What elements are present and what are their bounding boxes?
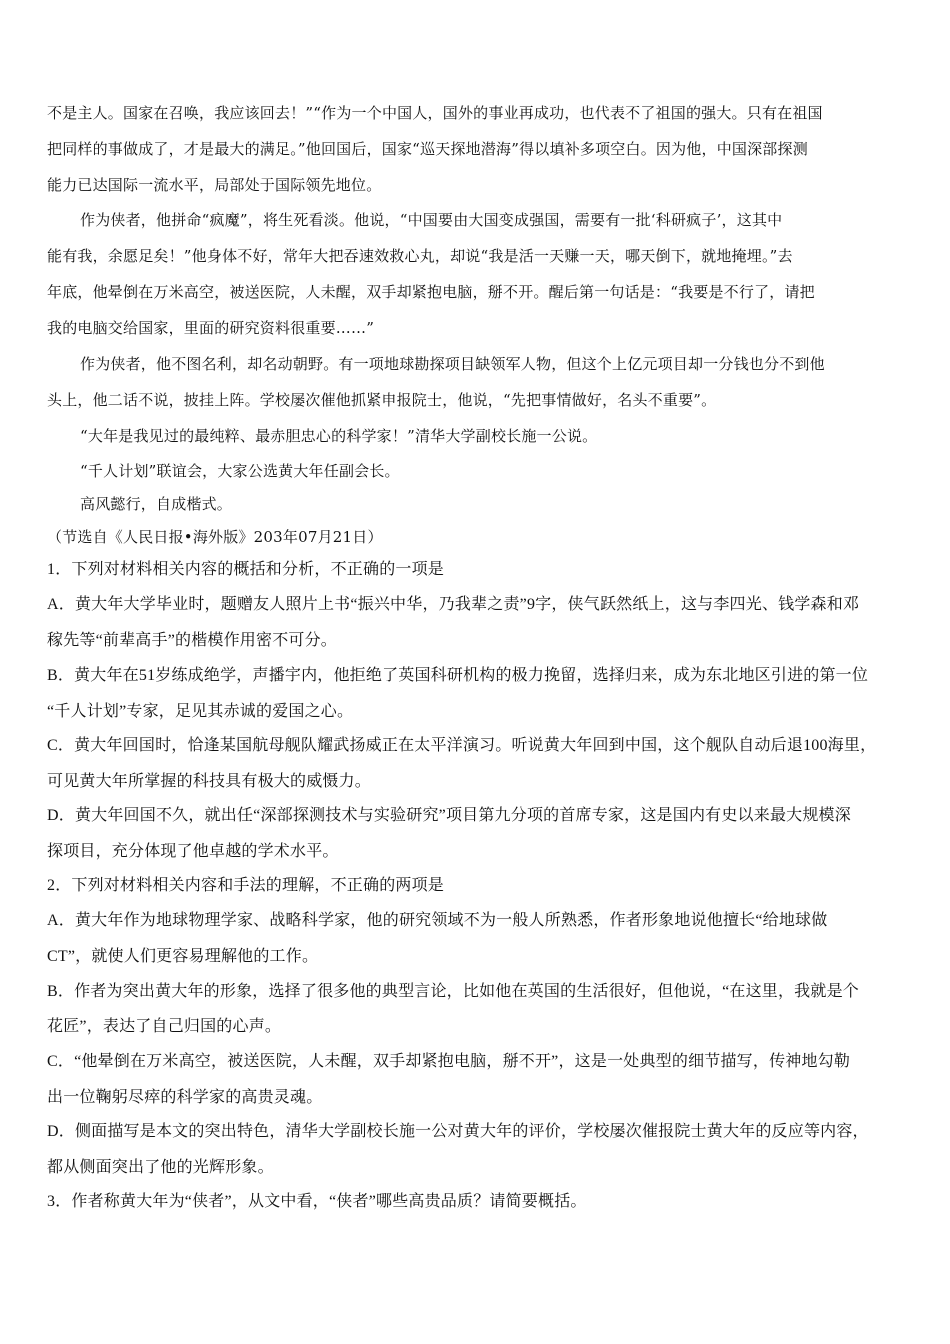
question-2-option-d: D．侧面描写是本文的突出特色，清华大学副校长施一公对黄大年的评价，学校屡次催报院士黄大年的反应等内容， [47,1123,869,1140]
passage-line: 年底，他晕倒在万米高空，被送医院，人未醒，双手却紧抱电脑，掰不开。醒后第一句话是：“我要是不行了，请把 [47,283,815,301]
question-2-option-a: A．黄大年作为地球物理学家、战略科学家，他的研究领域不为一般人所熟悉，作者形象地说他擅长“给地球做 [47,912,828,929]
question-2-option-d: 都从侧面突出了他的光辉形象。 [47,1159,274,1176]
passage-line: 作为侠者，他不图名利，却名动朝野。有一项地球勘探项目缺领军人物，但这个上亿元项目却一分钱也分不到他 [80,355,825,373]
passage-line: 作为侠者，他拼命“疯魔”，将生死看淡。他说，“中国要由大国变成强国，需要有一批‘科研疯子’，这其中 [80,211,783,229]
passage-line: 能力已达国际一流水平，局部处于国际领先地位。 [47,176,382,194]
question-1-option-d: 探项目，充分体现了他卓越的学术水平。 [47,843,339,860]
passage-line: “大年是我见过的最纯粹、最赤胆忠心的科学家！”清华大学副校长施一公说。 [80,427,598,445]
passage-line: 高风懿行，自成楷式。 [80,495,233,513]
question-1-stem: 1．下列对材料相关内容的概括和分析，不正确的一项是 [47,561,445,578]
question-2-option-c: C．“他晕倒在万米高空，被送医院，人未醒，双手却紧抱电脑，掰不开”，这是一处典型的细节描写，传神地勾勒 [47,1053,851,1070]
passage-line: 能有我，余愿足矣！”他身体不好，常年大把吞速效救心丸，却说“我是活一天赚一天，哪天倒下，就地掩埋。”去 [47,247,793,265]
passage-line: 把同样的事做成了，才是最大的满足。”他回国后，国家“巡天探地潜海”得以填补多项空白。因为他，中国深部探测 [47,140,808,158]
passage-line: “千人计划”联谊会，大家公选黄大年任副会长。 [80,462,400,480]
question-2-option-a: CT”，就使人们更容易理解他的工作。 [47,948,319,965]
passage-line: 头上，他二话不说，披挂上阵。学校屡次催他抓紧申报院士，他说，“先把事情做好，名头不重要”。 [47,391,717,409]
question-1-option-b: B．黄大年在51岁练成绝学，声播宇内，他拒绝了英国科研机构的极力挽留，选择归来，成为东北地区引进的第一位 [47,667,869,684]
question-1-option-d: D．黄大年回国不久，就出任“深部探测技术与实验研究”项目第九分项的首席专家，这是国内有史以来最大规模深 [47,807,851,824]
passage-line: 我的电脑交给国家，里面的研究资料很重要……” [47,319,375,337]
question-2-option-b: B．作者为突出黄大年的形象，选择了很多他的典型言论，比如他在英国的生活很好，但他说，“在这里，我就是个 [47,983,859,1000]
question-2-stem: 2．下列对材料相关内容和手法的理解，不正确的两项是 [47,877,445,894]
source-citation: （节选自《人民日报•海外版》203年07月21日） [47,528,383,546]
question-3-stem: 3．作者称黄大年为“侠者”，从文中看，“侠者”哪些高贵品质？请简要概括。 [47,1193,587,1210]
question-1-option-c: C．黄大年回国时，恰逢某国航母舰队耀武扬威正在太平洋演习。听说黄大年回到中国，这个舰队自动后退100海里， [47,737,877,754]
question-1-option-a: A．黄大年大学毕业时，题赠友人照片上书“振兴中华，乃我辈之责”9字，侠气跃然纸上，这与李四光、钱学森和邓 [47,596,860,613]
question-2-option-c: 出一位鞠躬尽瘁的科学家的高贵灵魂。 [47,1089,323,1106]
question-1-option-b: “千人计划”专家，足见其赤诚的爱国之心。 [47,703,354,720]
question-2-option-b: 花匠”，表达了自己归国的心声。 [47,1018,282,1035]
passage-line: 不是主人。国家在召唤，我应该回去！”“作为一个中国人，国外的事业再成功，也代表不了祖国的强大。只有在祖国 [47,104,823,122]
question-1-option-c: 可见黄大年所掌握的科技具有极大的威慑力。 [47,773,372,790]
question-1-option-a: 稼先等“前辈高手”的楷模作用密不可分。 [47,632,338,649]
